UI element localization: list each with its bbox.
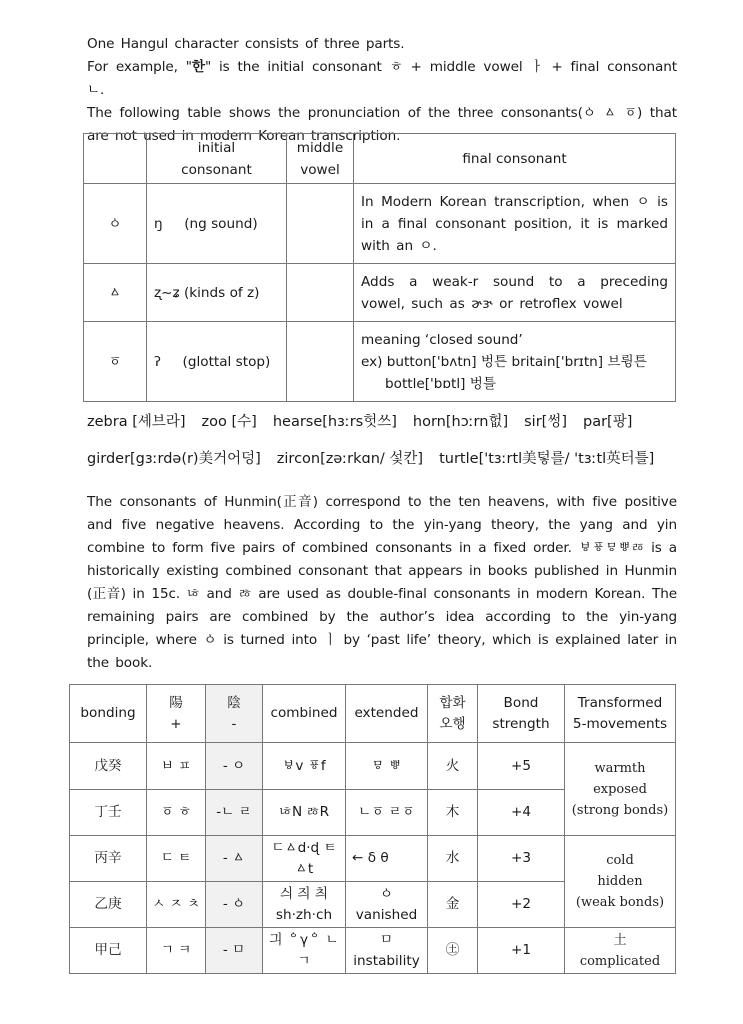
table-cell: - ㆁ bbox=[206, 882, 263, 928]
table-cell: horn[hɔːrn헚] bbox=[412, 414, 509, 430]
symbol-cell: ㆆ bbox=[84, 322, 147, 402]
intro-line-3: The following table shows the pronunciation of the three consonants(ㆁ ㅿ ㆆ) that are not used in modern Korean transcription. bbox=[87, 105, 677, 144]
symbol-cell: ㅿ bbox=[84, 264, 147, 322]
initial-cell: ʐ~ʑ (kinds of z) bbox=[147, 264, 287, 322]
table-cell: 水 bbox=[428, 836, 478, 882]
header-yang bbox=[147, 685, 206, 743]
table-cell: middle bbox=[296, 139, 344, 156]
example-character: 한 bbox=[191, 59, 205, 75]
header-transformed bbox=[565, 685, 676, 743]
table-cell: par[팡] bbox=[582, 414, 633, 430]
table-cell: ㄴㆆ ㄹㆆ bbox=[346, 790, 428, 836]
table-cell: 5-movements bbox=[572, 715, 668, 732]
table-cell: ㆆ ㅎ bbox=[147, 790, 206, 836]
table-cell: ← δ θ bbox=[346, 836, 428, 882]
table-cell: 戊癸 bbox=[70, 743, 147, 790]
table-cell: + bbox=[170, 715, 182, 732]
initial-cell: ŋ (ng sound) bbox=[147, 184, 287, 264]
table-cell: 합화 bbox=[439, 694, 466, 711]
table-cell: vowel bbox=[300, 161, 340, 178]
header-extended: extended bbox=[346, 685, 428, 743]
table-header-row bbox=[84, 134, 676, 184]
intro-paragraph bbox=[87, 33, 677, 148]
table-cell: vanished bbox=[355, 906, 418, 923]
table-cell: 丙辛 bbox=[70, 836, 147, 882]
table-cell: sh·zh·ch bbox=[275, 906, 333, 923]
table-cell: Transformed bbox=[577, 694, 663, 711]
table-cell: meaning ‘closed sound’ bbox=[361, 331, 523, 348]
table-cell: 丁壬 bbox=[70, 790, 147, 836]
header-combined: combined bbox=[263, 685, 346, 743]
table-cell: ㅂ ㅍ bbox=[147, 743, 206, 790]
header-bonding: bonding bbox=[70, 685, 147, 743]
table-cell: For example, " bbox=[87, 59, 192, 75]
table-cell: zoo [수] bbox=[201, 414, 257, 430]
examples-row-2 bbox=[87, 448, 687, 470]
table-cell: bottle['bɒtl] 벙틀 bbox=[385, 375, 497, 392]
table-cell: (strong bonds) bbox=[571, 802, 669, 818]
table-cell: - ㅿ bbox=[206, 836, 263, 882]
table-cell: cold bbox=[606, 853, 634, 868]
header-middle-vowel bbox=[287, 134, 354, 184]
table-cell: zircon[zəːrkɑn/ 섳칸] bbox=[276, 451, 424, 467]
table-cell: ㄷ ㅌ bbox=[147, 836, 206, 882]
table-cell: 乙庚 bbox=[70, 882, 147, 928]
header-empty bbox=[84, 134, 147, 184]
table-cell: 土 bbox=[613, 932, 627, 948]
table-cell: ㅅ ㅈ ㅊ bbox=[147, 882, 206, 928]
table-row bbox=[70, 836, 676, 882]
table-cell: 火 bbox=[428, 743, 478, 790]
table-row bbox=[84, 184, 676, 264]
header-final-consonant: final consonant bbox=[354, 134, 676, 184]
table-cell: 오행 bbox=[439, 715, 466, 732]
table-cell: Bond bbox=[503, 694, 539, 711]
table-cell: sir[썽] bbox=[524, 414, 567, 430]
body-paragraph bbox=[87, 491, 677, 675]
table-cell: turtle['tɜːrtl美텋를/ 'tɜːtl英터틀] bbox=[439, 451, 655, 467]
header-initial-consonant bbox=[147, 134, 287, 184]
table-cell: hidden bbox=[597, 874, 643, 889]
table-cell: (weak bonds) bbox=[575, 895, 665, 910]
middle-cell bbox=[287, 264, 354, 322]
table-cell: 木 bbox=[428, 790, 478, 836]
intro-line-1: One Hangul character consists of three parts. bbox=[87, 36, 405, 52]
table-cell: - ㅇ bbox=[206, 743, 263, 790]
table-cell: ex) button['bʌtn] 벙튼 britain['brɪtn] 브륑튼 bbox=[361, 353, 647, 370]
table-cell: exposed bbox=[593, 781, 647, 797]
table-cell: 싀 즤 츼 bbox=[279, 885, 329, 902]
table-cell: +5 bbox=[478, 743, 565, 790]
table-cell: zebra [셰브라] bbox=[87, 414, 186, 430]
table-cell: warmth bbox=[594, 760, 646, 776]
table-cell: - bbox=[231, 715, 237, 732]
table-cell: ㄷㅿd·ɖ ㅌㅿt bbox=[263, 836, 346, 882]
intro-line-2 bbox=[87, 56, 677, 102]
table-cell: 긔 ᅌγᅌ ㄴㄱ bbox=[263, 928, 346, 974]
table-cell: ㆁ bbox=[379, 885, 394, 902]
table-cell: girder[gɜːrdə(r)美거어덩] bbox=[87, 451, 261, 467]
table-cell: hearse[hɜːrs헛쓰] bbox=[272, 414, 397, 430]
table-header-row bbox=[70, 685, 676, 743]
table-cell: consonant bbox=[181, 161, 252, 178]
table-cell: 陽 bbox=[169, 694, 183, 711]
table-cell: " is the initial consonant ㅎ + middle vowel ㅏ + final consonant ㄴ. bbox=[87, 59, 677, 98]
bonding-table bbox=[69, 684, 676, 974]
header-hapwha bbox=[428, 685, 478, 743]
initial-cell: ʔ (glottal stop) bbox=[147, 322, 287, 402]
table-cell: +3 bbox=[478, 836, 565, 882]
final-cell: In Modern Korean transcription, when ㅇ is in a final consonant position, it is marked with an ㅇ. bbox=[354, 184, 676, 264]
final-cell bbox=[354, 322, 676, 402]
table-cell: ㅁ bbox=[379, 931, 394, 948]
table-cell: The consonants of Hunmin(正音) correspond to the ten heavens, with five positive and five negative heavens. According to the yin-yang theory, the yang and yin combine to form five pairs of combined consonants in a fixed order. ㅸㆄㅱㅹㅭ is a historically existing combined consonant that appears in books published in Hunmin (正音) in 15c. ㄶ and ㅀ are used as double-final consonants in modern Korean. The remaining pairs are combined by the author’s idea according to the yin-yang principle, where ㆁ is turned into ㅣ by ‘past life’ theory, which is explained later in the book. bbox=[87, 494, 677, 671]
table-cell: complicated bbox=[579, 953, 661, 969]
group-weak bbox=[565, 836, 676, 928]
table-row bbox=[84, 264, 676, 322]
table-cell: ㄱ ㅋ bbox=[147, 928, 206, 974]
table-cell: ㅸv ㆄf bbox=[263, 743, 346, 790]
table-cell: +4 bbox=[478, 790, 565, 836]
group-strong bbox=[565, 743, 676, 836]
table-cell: 甲己 bbox=[70, 928, 147, 974]
table-cell: - ㅁ bbox=[206, 928, 263, 974]
middle-cell bbox=[287, 322, 354, 402]
table-cell: initial bbox=[197, 139, 236, 156]
table-cell: ㅱ ㅹ bbox=[346, 743, 428, 790]
table-cell: ㄶN ㅀR bbox=[263, 790, 346, 836]
table-cell: 金 bbox=[428, 882, 478, 928]
table-cell: strength bbox=[492, 715, 550, 732]
table-cell: +1 bbox=[478, 928, 565, 974]
table-row bbox=[70, 928, 676, 974]
table-cell: +2 bbox=[478, 882, 565, 928]
table-row bbox=[84, 322, 676, 402]
pronunciation-table bbox=[83, 133, 676, 402]
header-yin bbox=[206, 685, 263, 743]
table-cell: instability bbox=[353, 952, 420, 969]
middle-cell bbox=[287, 184, 354, 264]
table-cell: 陰 bbox=[227, 694, 241, 711]
header-bond-strength bbox=[478, 685, 565, 743]
table-cell: ㊏ bbox=[428, 928, 478, 974]
table-row bbox=[70, 743, 676, 790]
symbol-cell: ㆁ bbox=[84, 184, 147, 264]
final-cell: Adds a weak-r sound to a preceding vowel, such as ɚɝ or retroflex vowel bbox=[354, 264, 676, 322]
examples-row-1 bbox=[87, 411, 687, 433]
group-complicated bbox=[565, 928, 676, 974]
table-cell: -ㄴ ㄹ bbox=[206, 790, 263, 836]
